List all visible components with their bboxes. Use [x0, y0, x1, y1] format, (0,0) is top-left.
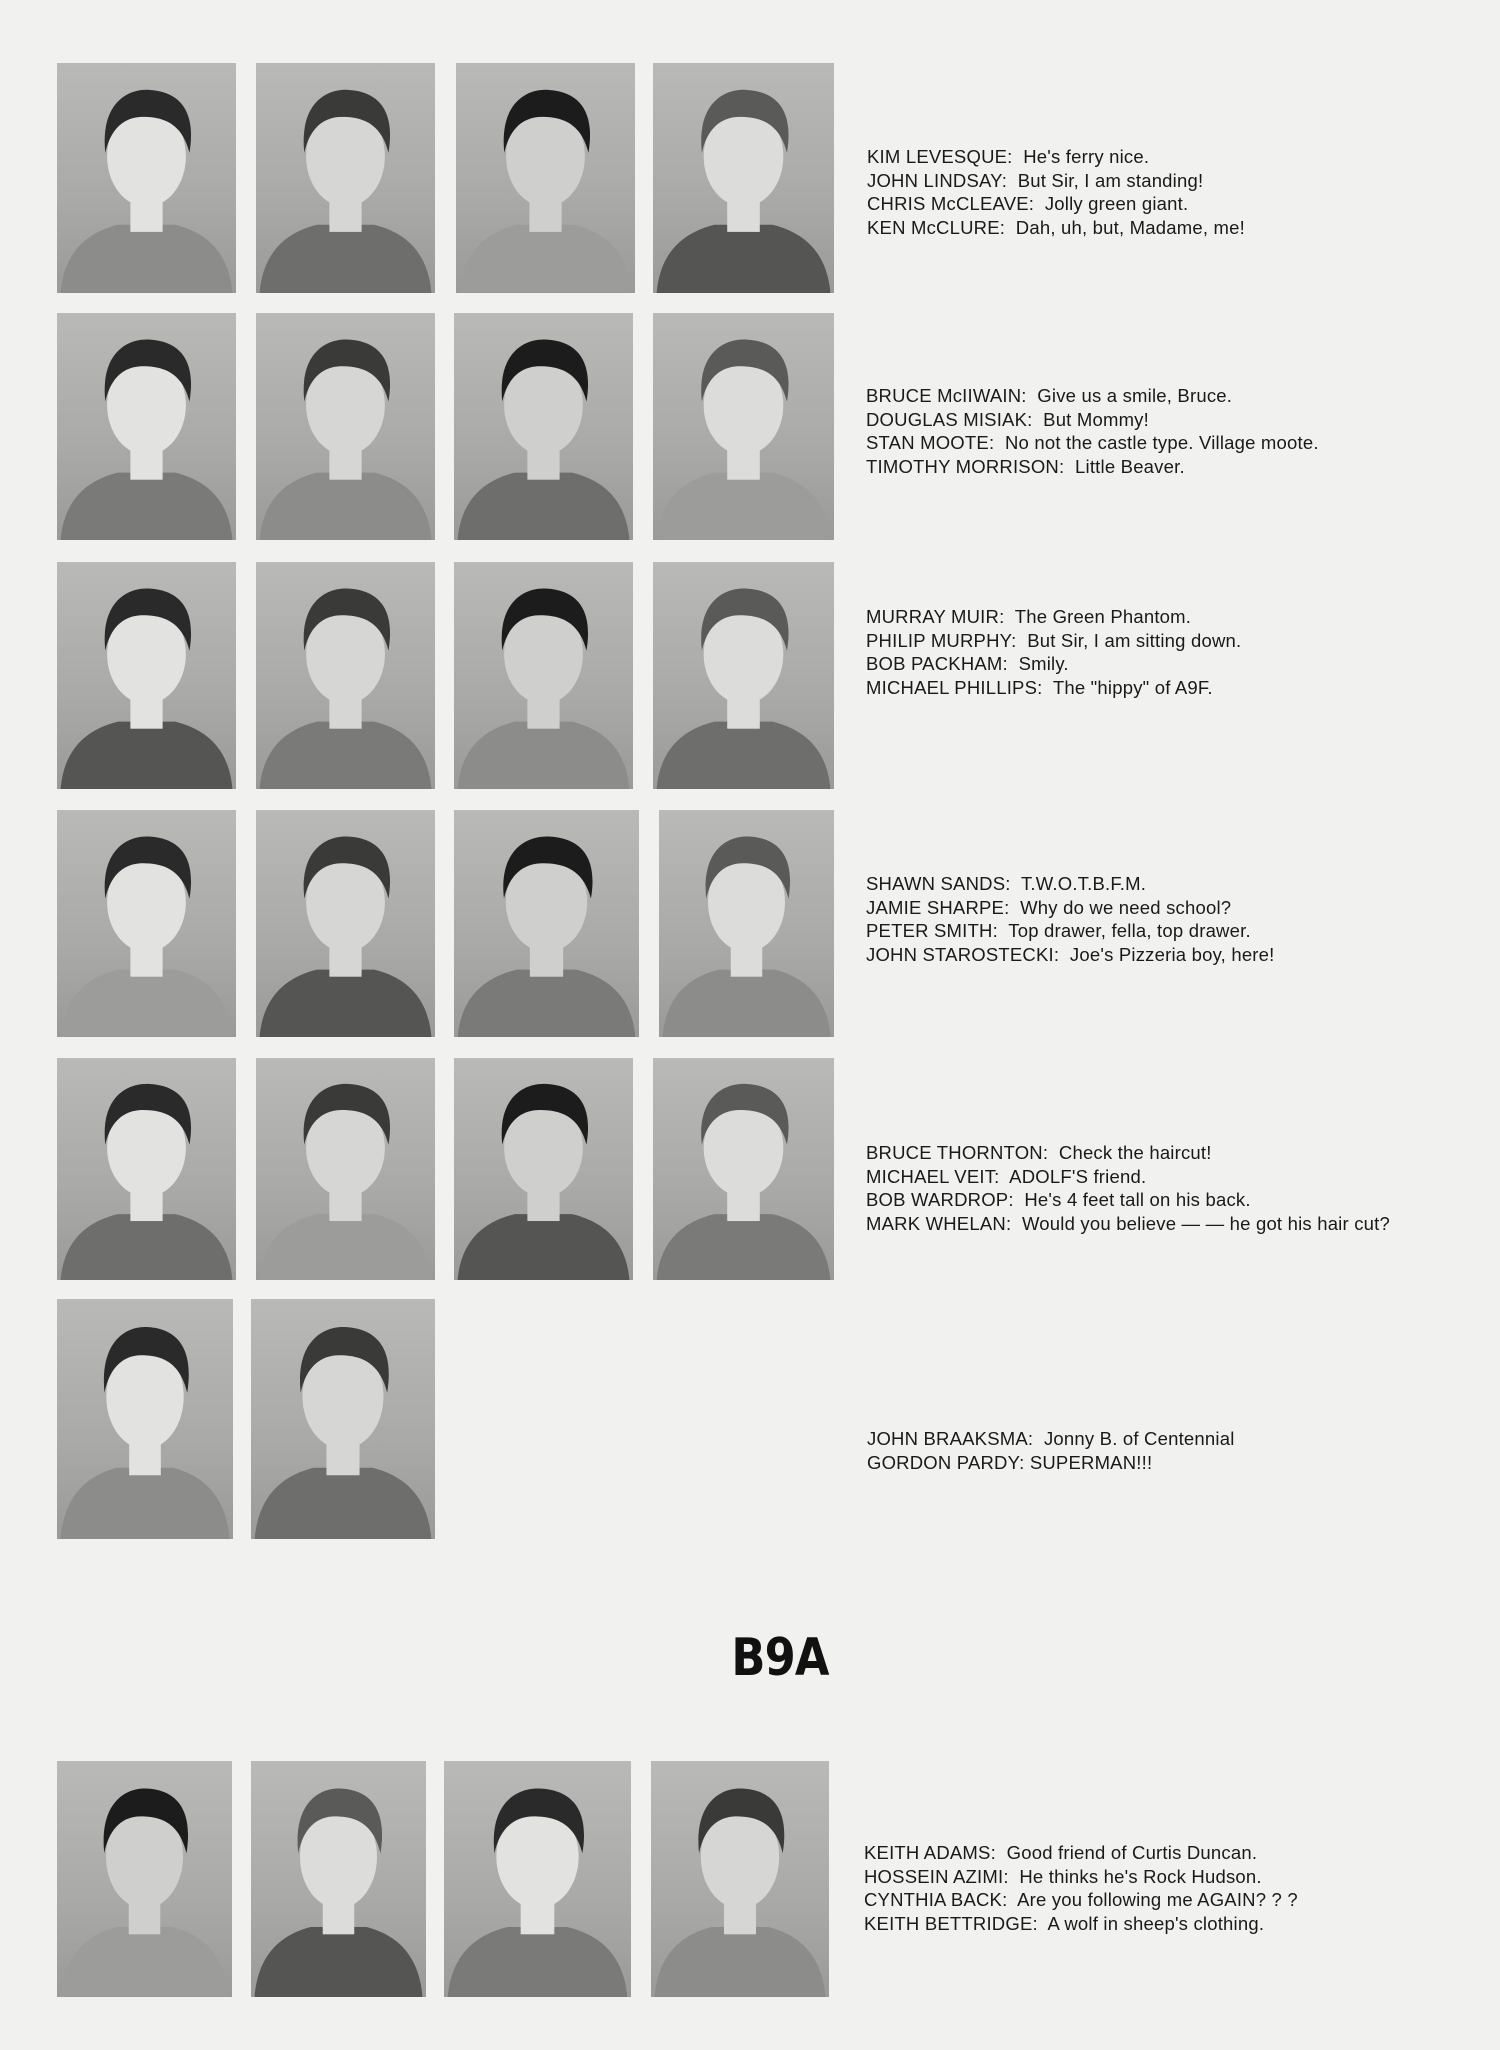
student-portrait: [454, 1058, 633, 1280]
student-name: MURRAY MUIR: [866, 606, 1000, 627]
student-portrait: [251, 1761, 426, 1997]
student-name: KEITH BETTRIDGE: [864, 1912, 1033, 1934]
caption-line: JOHN LINDSAY: But Sir, I am standing!: [867, 169, 1204, 191]
student-portrait: [57, 1761, 232, 1997]
student-portrait: [256, 562, 435, 789]
caption-block: [866, 384, 1319, 478]
portrait-silhouette: [57, 313, 236, 540]
student-comment: T.W.O.T.B.F.M.: [1020, 873, 1147, 894]
student-comment: Give us a smile, Bruce.: [1037, 385, 1233, 406]
student-name: DOUGLAS MISIAK: [866, 408, 1028, 430]
caption-line: JAMIE SHARPE: Why do we need school?: [866, 896, 1232, 918]
student-portrait: [57, 313, 236, 540]
student-portrait: [659, 810, 834, 1037]
student-comment: Top drawer, fella, top drawer.: [1008, 920, 1251, 941]
student-name: SHAWN SANDS: [866, 873, 1006, 894]
caption-line: TIMOTHY MORRISON: Little Beaver.: [866, 455, 1185, 477]
student-comment: No not the castle type. Village moote.: [1004, 432, 1319, 453]
caption-block: [866, 605, 1241, 699]
caption-line: CHRIS McCLEAVE: Jolly green giant.: [867, 193, 1189, 214]
student-portrait: [256, 1058, 435, 1280]
student-portrait: [653, 63, 834, 293]
student-portrait: [57, 1299, 233, 1539]
portrait-silhouette: [454, 562, 633, 789]
portrait-silhouette: [256, 562, 435, 789]
student-comment: Jolly green giant.: [1044, 193, 1189, 214]
portrait-silhouette: [454, 1058, 633, 1280]
student-comment: He thinks he's Rock Hudson.: [1019, 1865, 1262, 1887]
student-name: JOHN LINDSAY: [867, 169, 1002, 191]
portrait-silhouette: [57, 1058, 236, 1280]
caption-line: MURRAY MUIR: The Green Phantom.: [866, 606, 1192, 627]
student-name: MARK WHELAN: [866, 1212, 1006, 1234]
student-comment: Joe's Pizzeria boy, here!: [1069, 943, 1275, 965]
caption-line: CYNTHIA BACK: Are you following me AGAIN? ? ?: [864, 1889, 1298, 1910]
caption-block: [867, 145, 1245, 239]
portrait-silhouette: [653, 313, 834, 540]
student-name: KEN McCLURE: [867, 216, 1000, 238]
portrait-silhouette: [256, 1058, 435, 1280]
caption-line: GORDON PARDY: SUPERMAN!!!: [867, 1451, 1153, 1473]
student-portrait: [454, 810, 639, 1037]
student-portrait: [653, 313, 834, 540]
student-name: CHRIS McCLEAVE: [867, 193, 1029, 214]
student-name: TIMOTHY MORRISON: [866, 455, 1059, 477]
caption-line: BRUCE McIIWAIN: Give us a smile, Bruce.: [866, 385, 1233, 406]
student-name: JOHN BRAAKSMA: [867, 1428, 1028, 1449]
portrait-silhouette: [57, 810, 236, 1037]
student-name: JAMIE SHARPE: [866, 896, 1005, 918]
caption-line: MARK WHELAN: Would you believe — — he got his hair cut?: [866, 1212, 1390, 1234]
caption-line: KEN McCLURE: Dah, uh, but, Madame, me!: [867, 216, 1245, 238]
student-comment: Good friend of Curtis Duncan.: [1006, 1842, 1258, 1863]
caption-line: STAN MOOTE: No not the castle type. Village moote.: [866, 432, 1319, 453]
caption-block: [866, 1141, 1390, 1235]
student-comment: Check the haircut!: [1058, 1142, 1212, 1163]
portrait-silhouette: [444, 1761, 631, 1997]
caption-line: JOHN BRAAKSMA: Jonny B. of Centennial: [867, 1428, 1235, 1449]
student-portrait: [454, 562, 633, 789]
portrait-silhouette: [653, 63, 834, 293]
caption-line: HOSSEIN AZIMI: He thinks he's Rock Hudson.: [864, 1865, 1262, 1887]
student-name: MICHAEL VEIT: [866, 1165, 995, 1187]
portrait-silhouette: [653, 562, 834, 789]
student-name: STAN MOOTE: [866, 432, 989, 453]
caption-line: MICHAEL PHILLIPS: The "hippy" of A9F.: [866, 676, 1213, 698]
caption-line: JOHN STAROSTECKI: Joe's Pizzeria boy, here!: [866, 943, 1275, 965]
student-name: JOHN STAROSTECKI: [866, 943, 1054, 965]
student-comment: The "hippy" of A9F.: [1052, 676, 1213, 698]
student-portrait: [57, 1058, 236, 1280]
student-portrait: [256, 313, 435, 540]
student-comment: He's ferry nice.: [1023, 146, 1150, 167]
student-comment: Why do we need school?: [1020, 896, 1232, 918]
caption-line: DOUGLAS MISIAK: But Mommy!: [866, 408, 1149, 430]
student-comment: Jonny B. of Centennial: [1043, 1428, 1235, 1449]
student-portrait: [651, 1761, 829, 1997]
caption-block: [866, 872, 1275, 966]
caption-line: KEITH ADAMS: Good friend of Curtis Duncan.: [864, 1842, 1258, 1863]
student-comment: A wolf in sheep's clothing.: [1047, 1912, 1265, 1934]
student-portrait: [653, 1058, 834, 1280]
portrait-silhouette: [57, 1299, 233, 1539]
student-comment: Would you believe — — he got his hair cut?: [1021, 1212, 1390, 1234]
caption-line: SHAWN SANDS: T.W.O.T.B.F.M.: [866, 873, 1147, 894]
portrait-silhouette: [251, 1761, 426, 1997]
caption-line: MICHAEL VEIT: ADOLF'S friend.: [866, 1165, 1147, 1187]
student-portrait: [256, 810, 435, 1037]
student-comment: He's 4 feet tall on his back.: [1024, 1189, 1251, 1210]
portrait-silhouette: [256, 313, 435, 540]
portrait-silhouette: [653, 1058, 834, 1280]
caption-line: BOB PACKHAM: Smily.: [866, 653, 1069, 674]
student-portrait: [444, 1761, 631, 1997]
student-name: GORDON PARDY: [867, 1451, 1020, 1473]
student-portrait: [57, 63, 236, 293]
caption-block: [867, 1427, 1235, 1474]
student-comment: Dah, uh, but, Madame, me!: [1015, 216, 1245, 238]
student-portrait: [256, 63, 435, 293]
student-name: KEITH ADAMS: [864, 1842, 991, 1863]
student-comment: The Green Phantom.: [1014, 606, 1192, 627]
section-heading: B9A: [731, 1628, 829, 1688]
student-name: BOB PACKHAM: [866, 653, 1003, 674]
student-portrait: [57, 562, 236, 789]
portrait-silhouette: [256, 810, 435, 1037]
student-comment: Are you following me AGAIN? ? ?: [1017, 1889, 1298, 1910]
caption-line: PHILIP MURPHY: But Sir, I am sitting down.: [866, 629, 1242, 651]
student-portrait: [653, 562, 834, 789]
student-comment: ADOLF'S friend.: [1009, 1165, 1147, 1187]
portrait-silhouette: [651, 1761, 829, 1997]
caption-line: KIM LEVESQUE: He's ferry nice.: [867, 146, 1150, 167]
portrait-silhouette: [659, 810, 834, 1037]
student-portrait: [57, 810, 236, 1037]
student-name: MICHAEL PHILLIPS: [866, 676, 1038, 698]
student-comment: But Sir, I am standing!: [1017, 169, 1204, 191]
student-comment: Smily.: [1018, 653, 1069, 674]
student-name: HOSSEIN AZIMI: [864, 1865, 1004, 1887]
caption-line: PETER SMITH: Top drawer, fella, top drawer.: [866, 920, 1251, 941]
student-name: BRUCE THORNTON: [866, 1142, 1043, 1163]
student-portrait: [251, 1299, 435, 1539]
portrait-silhouette: [454, 313, 633, 540]
portrait-silhouette: [57, 1761, 232, 1997]
student-portrait: [456, 63, 635, 293]
caption-line: BOB WARDROP: He's 4 feet tall on his back.: [866, 1189, 1251, 1210]
student-name: PHILIP MURPHY: [866, 629, 1012, 651]
student-comment: Little Beaver.: [1075, 455, 1185, 477]
student-comment: SUPERMAN!!!: [1029, 1451, 1153, 1473]
portrait-silhouette: [454, 810, 639, 1037]
caption-block: [864, 1841, 1298, 1935]
portrait-silhouette: [251, 1299, 435, 1539]
caption-line: BRUCE THORNTON: Check the haircut!: [866, 1142, 1212, 1163]
student-name: BRUCE McIIWAIN: [866, 385, 1022, 406]
student-name: PETER SMITH: [866, 920, 993, 941]
student-name: CYNTHIA BACK: [864, 1889, 1003, 1910]
portrait-silhouette: [57, 562, 236, 789]
student-portrait: [454, 313, 633, 540]
student-comment: But Sir, I am sitting down.: [1027, 629, 1242, 651]
student-name: BOB WARDROP: [866, 1189, 1009, 1210]
caption-line: KEITH BETTRIDGE: A wolf in sheep's clothing.: [864, 1912, 1265, 1934]
portrait-silhouette: [57, 63, 236, 293]
portrait-silhouette: [456, 63, 635, 293]
student-comment: But Mommy!: [1043, 408, 1149, 430]
portrait-silhouette: [256, 63, 435, 293]
student-name: KIM LEVESQUE: [867, 146, 1008, 167]
